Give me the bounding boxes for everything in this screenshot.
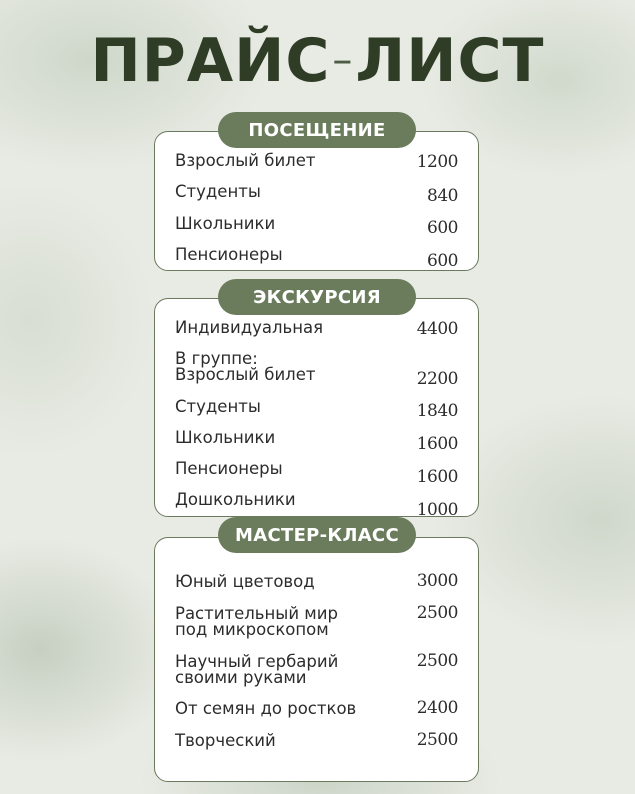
item-price: 840: [427, 186, 458, 206]
item-label: Пенсионеры: [175, 245, 283, 264]
item-label: Растительный мир: [175, 604, 338, 623]
item-price: 2200: [416, 369, 458, 389]
title-part-1: ПРАЙС: [90, 26, 331, 96]
item-price: 2500: [416, 730, 458, 750]
item-label: Пенсионеры: [175, 459, 283, 478]
item-label: Научный гербарий: [175, 652, 339, 671]
item-price: 600: [427, 251, 458, 271]
section-card-visit: [154, 131, 479, 271]
section-heading-excursion: ЭКСКУРСИЯ: [218, 279, 416, 315]
item-price: 2500: [416, 651, 458, 671]
item-price: 1600: [416, 467, 458, 487]
item-label: В группе:: [175, 349, 258, 368]
section-heading-visit: ПОСЕЩЕНИЕ: [218, 112, 416, 148]
item-price: 2400: [416, 698, 458, 718]
section-heading-masterclass: МАСТЕР-КЛАСС: [218, 517, 416, 553]
title-part-2: ЛИСТ: [355, 26, 545, 96]
section-card-excursion: [154, 298, 479, 520]
item-label: Творческий: [175, 731, 276, 750]
item-price: 1840: [416, 401, 458, 421]
item-label: Взрослый билет: [175, 365, 316, 384]
section-card-masterclass: [154, 537, 479, 782]
item-price: 1600: [416, 434, 458, 454]
item-label: Дошкольники: [175, 490, 296, 509]
title-dash: –: [332, 37, 354, 83]
page-title: [0, 22, 635, 99]
item-label-line2: под микроскопом: [175, 620, 329, 639]
item-label: Школьники: [175, 214, 276, 233]
item-label: Юный цветовод: [175, 572, 315, 591]
item-label: Студенты: [175, 182, 261, 201]
item-price: 600: [427, 218, 458, 238]
item-label: От семян до ростков: [175, 699, 357, 718]
item-label-line2: своими руками: [175, 668, 307, 687]
item-price: 2500: [416, 603, 458, 623]
item-price: 4400: [416, 319, 458, 339]
item-label: Взрослый билет: [175, 151, 316, 170]
item-price: 1200: [416, 152, 458, 172]
item-price: 1000: [416, 500, 458, 520]
item-label: Студенты: [175, 397, 261, 416]
item-label: Индивидуальная: [175, 318, 324, 337]
item-label: Школьники: [175, 428, 276, 447]
item-price: 3000: [416, 571, 458, 591]
